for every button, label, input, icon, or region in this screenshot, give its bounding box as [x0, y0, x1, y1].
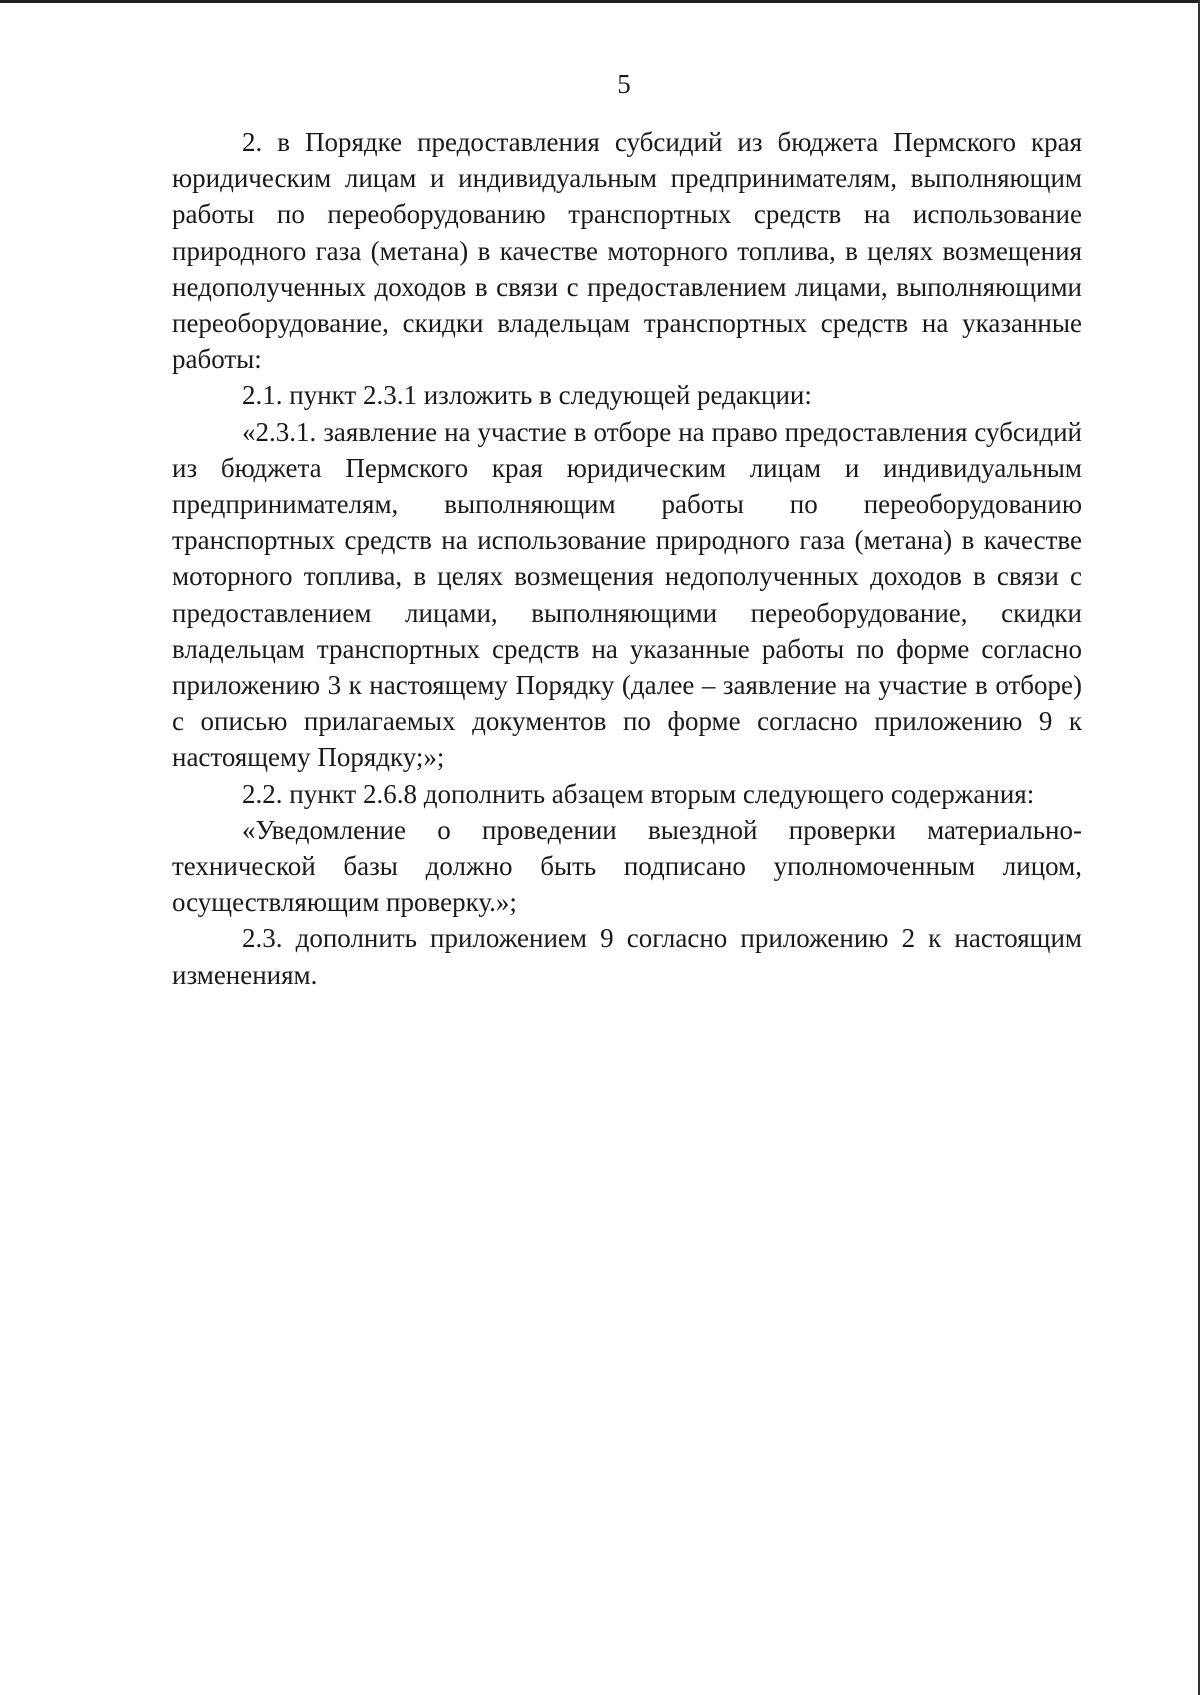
paragraph-2-6-8-quote: «Уведомление о проведении выездной проверки материально-технической базы должно быть подписано уполномоченным лицом, осуществляющим проверку.»;: [172, 814, 1082, 918]
paragraph-2: 2. в Порядке предоставления субсидий из бюджета Пермского края юридическим лицам и индивидуальным предпринимателям, выполняющим работы по переоборудованию транспортных средств на использование природного газа (метана) в качестве моторного топлива, в целях возмещения недополученных доходов в связи с предоставлением лицами, выполняющими переоборудование, скидки владельцам транспортных средств на указанные работы:: [172, 127, 1082, 375]
scan-edge-top: [0, 0, 1200, 3]
document-body: [172, 124, 1082, 993]
paragraph-2-3-1-quote: «2.3.1. заявление на участие в отборе на право предоставления субсидий из бюджета Пермского края юридическим лицам и индивидуальным предпринимателям, выполняющим работы по переоборудованию транспортных средств на использование природного газа (метана) в качестве моторного топлива, в целях возмещения недополученных доходов в связи с предоставлением лицами, выполняющими переоборудование, скидки владельцам транспортных средств на указанные работы по форме согласно приложению 3 к настоящему Порядку (далее – заявление на участие в отборе) с описью прилагаемых документов по форме согласно приложению 9 к настоящему Порядку;»;: [172, 416, 1082, 773]
paragraph-2-2: 2.2. пункт 2.6.8 дополнить абзацем вторым следующего содержания:: [242, 778, 1035, 809]
page-number: 5: [617, 69, 631, 99]
paragraph-2-1: 2.1. пункт 2.3.1 изложить в следующей редакции:: [242, 380, 812, 411]
paragraph-2-3: 2.3. дополнить приложением 9 согласно приложению 2 к настоящим изменениям.: [172, 923, 1082, 990]
